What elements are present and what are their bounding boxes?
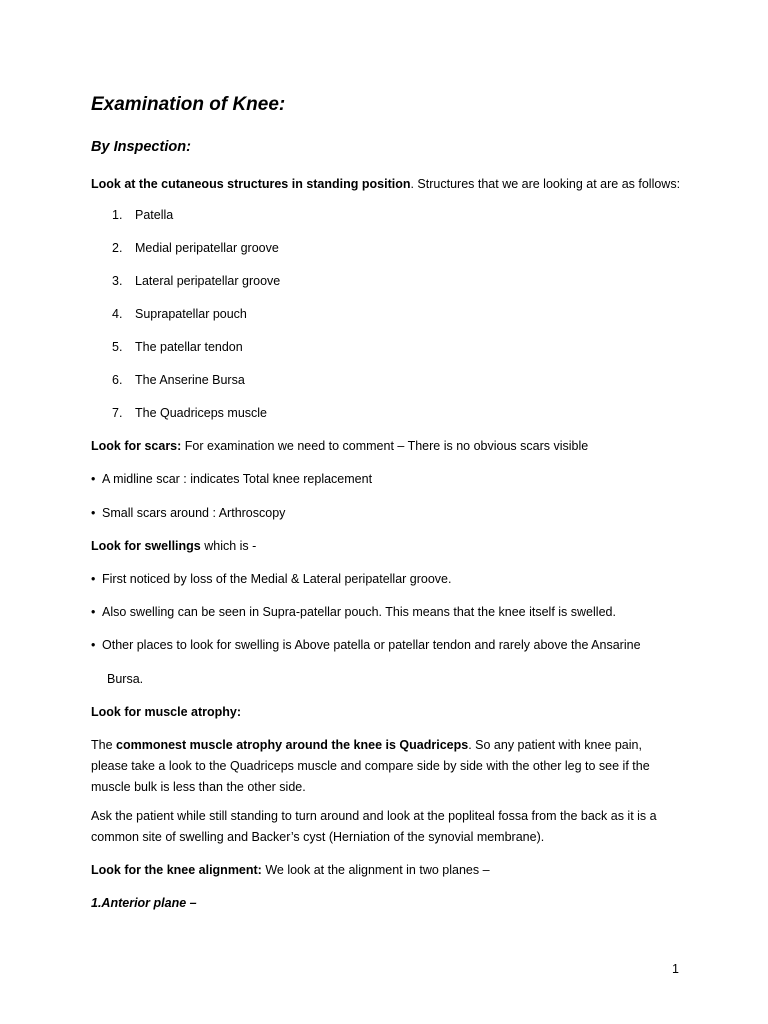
scars-line	[91, 437, 588, 455]
swellings-rest: which is -	[200, 539, 257, 553]
atrophy-text-a: The	[91, 738, 117, 752]
list-number: 6.	[112, 373, 123, 387]
swelling-continuation: Bursa.	[107, 672, 144, 686]
list-number: 7.	[112, 406, 123, 420]
list-number: 2.	[112, 241, 123, 255]
list-text: Lateral peripatellar groove	[135, 274, 281, 288]
alignment-line	[91, 861, 490, 879]
page-number: 1	[672, 962, 679, 976]
intro-bold: Look at the cutaneous structures in standing position	[91, 177, 411, 191]
list-text: Medial peripatellar groove	[135, 241, 279, 255]
intro-rest: . Structures that we are looking at are as follows:	[410, 177, 681, 191]
bullet-icon: •	[91, 605, 96, 619]
list-number: 5.	[112, 340, 123, 354]
atrophy-text-c: . So any patient with knee pain, please take a look to the Quadriceps muscle and compare side by side with the other leg to see if the muscle bulk is less than the other side.	[91, 738, 650, 794]
list-number: 1.	[112, 208, 123, 222]
swellings-bold: Look for swellings	[91, 539, 201, 553]
swellings-line	[91, 537, 256, 555]
list-text: Patella	[135, 208, 174, 222]
list-text: The Quadriceps muscle	[135, 406, 268, 420]
bullet-icon: •	[91, 472, 96, 486]
list-text: The patellar tendon	[135, 340, 243, 354]
bullet-icon: •	[91, 506, 96, 520]
bullet-icon: •	[91, 572, 96, 586]
swelling-bullet-text: Other places to look for swelling is Above patella or patellar tendon and rarely above the Ansarine	[102, 638, 641, 652]
list-number: 4.	[112, 307, 123, 321]
atrophy-text-bold: commonest muscle atrophy around the knee is Quadriceps	[116, 738, 469, 752]
scars-rest: For examination we need to comment – There is no obvious scars visible	[181, 439, 589, 453]
swelling-bullet-text: Also swelling can be seen in Supra-patellar pouch. This means that the knee itself is swelled.	[102, 605, 616, 619]
intro-line	[91, 175, 680, 193]
atrophy-paragraph	[91, 735, 681, 798]
list-number: 3.	[112, 274, 123, 288]
scar-bullet-text: A midline scar : indicates Total knee replacement	[102, 472, 373, 486]
popliteal-paragraph: Ask the patient while still standing to turn around and look at the popliteal fossa from the back as it is a common site of swelling and Backer’s cyst (Herniation of the synovial membrane).	[91, 809, 657, 844]
list-text: The Anserine Bursa	[135, 373, 245, 387]
atrophy-heading: Look for muscle atrophy:	[91, 705, 242, 719]
bullet-icon: •	[91, 638, 96, 652]
document-title: Examination of Knee:	[91, 94, 286, 115]
section-heading-inspection: By Inspection:	[91, 139, 191, 155]
scars-bold: Look for scars:	[91, 439, 182, 453]
alignment-rest: We look at the alignment in two planes –	[261, 863, 490, 877]
scar-bullet-text: Small scars around : Arthroscopy	[102, 506, 286, 520]
swelling-bullet-text: First noticed by loss of the Medial & Lateral peripatellar groove.	[102, 572, 452, 586]
list-text: Suprapatellar pouch	[135, 307, 247, 321]
alignment-bold: Look for the knee alignment:	[91, 863, 262, 877]
anterior-plane-heading: 1.Anterior plane –	[91, 896, 197, 910]
